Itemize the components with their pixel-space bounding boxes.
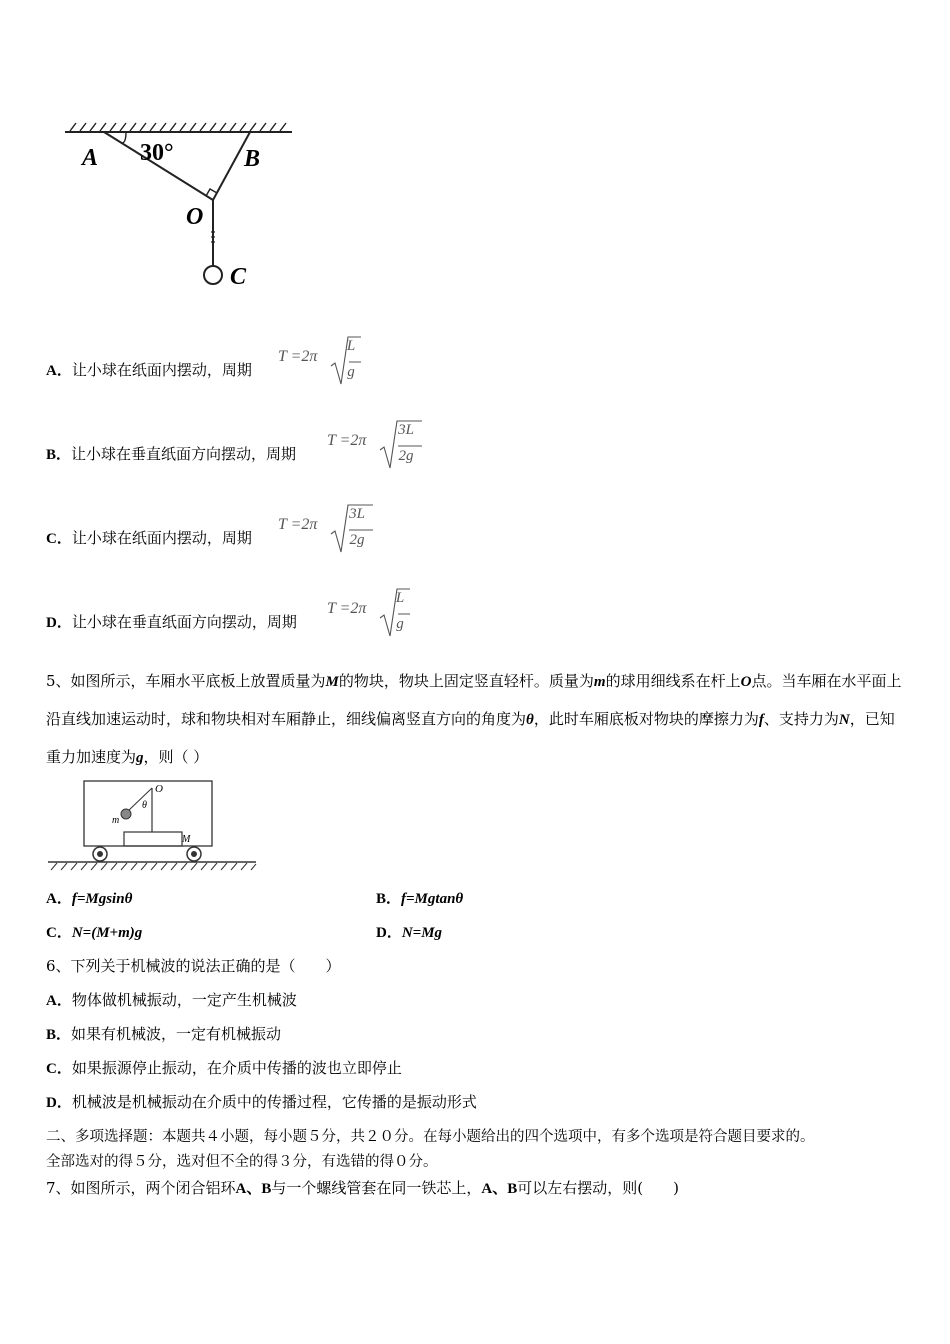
fig1-angle: 30° xyxy=(140,140,174,166)
pendulum-figure xyxy=(60,120,300,295)
q5-option-d: D．N=Mg xyxy=(376,925,443,941)
q6-option-d: D．机械波是机械振动在介质中的传播过程，它传播的是振动形式 xyxy=(46,1093,477,1111)
section2-heading-line2: 全部选对的得５分，选对但不全的得３分，有选错的得０分。 xyxy=(46,1154,438,1170)
q5-option-c: C．N=(M+m)g xyxy=(46,925,143,941)
q6-option-c: C．如果振源停止振动，在介质中传播的波也立即停止 xyxy=(46,1059,402,1077)
fig1-label-o: O xyxy=(186,204,204,230)
q6-option-b: B．如果有机械波，一定有机械振动 xyxy=(46,1025,282,1043)
q5-option-a: A．f=Mgsinθ xyxy=(46,891,133,907)
q7-stem: 7、如图所示，两个闭合铝环A、B与一个螺线管套在同一铁芯上，A、B可以左右摆动，则( ) xyxy=(46,1179,679,1197)
cart-label-o: O xyxy=(155,783,163,795)
fig1-label-c: C xyxy=(230,264,247,290)
section2-heading-line1: 二、多项选择题：本题共４小题，每小题５分，共２０分。在每小题给出的四个选项中，有多个选项是符合题目要求的。 xyxy=(46,1129,815,1145)
q5-option-b: B．f=Mgtanθ xyxy=(376,891,464,907)
q6-stem: 6、下列关于机械波的说法正确的是（ ） xyxy=(46,957,341,975)
q5-stem: 5、如图所示，车厢水平底板上放置质量为M的物块，物块上固定竖直轻杆。质量为m的球用细线系在杆上O点。当车厢在水平面上沿直线加速运动时，球和物块相对车厢静止，细线偏离竖直方向的角度为θ，此时车厢底板对物块的摩擦力为f、支持力为N，已知重力加速度为g，则（ ） xyxy=(46,672,902,766)
q6-option-a: A．物体做机械振动，一定产生机械波 xyxy=(46,991,297,1009)
fig1-label-b: B xyxy=(244,146,261,172)
cart-label-theta: θ xyxy=(142,800,147,811)
cart-label-m: m xyxy=(112,815,120,826)
cart-label-big-m: M xyxy=(182,834,191,845)
cart-figure xyxy=(46,778,261,873)
fig1-label-a: A xyxy=(82,145,99,171)
